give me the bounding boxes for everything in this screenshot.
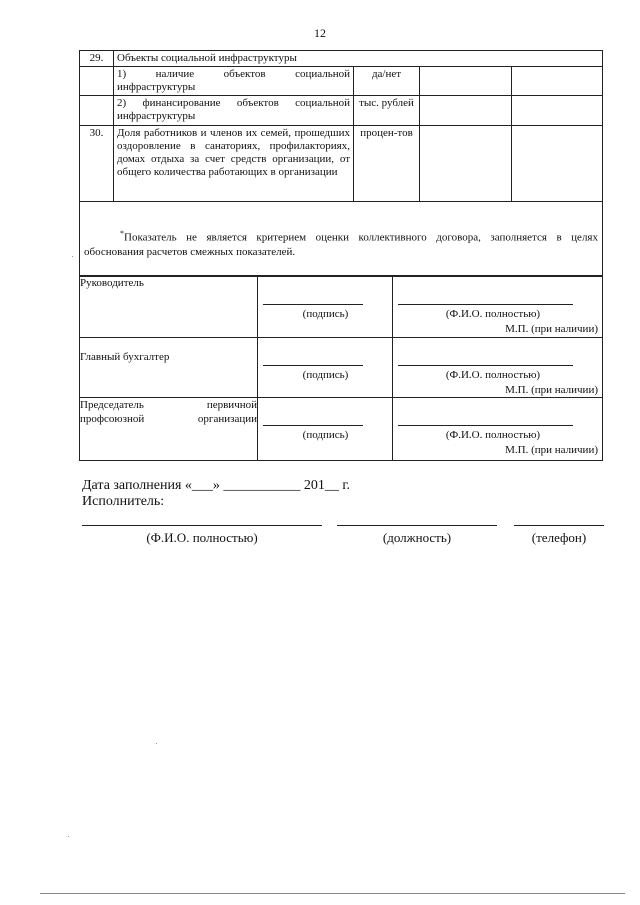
name-line <box>398 304 573 305</box>
row-text: Доля работников и членов их семей, прошедших оздоровление в санаториях, профилакториях, домах отдыха за счет средств организации, от общего количества работающих в организации <box>114 126 354 202</box>
signature-caption: (подпись) <box>302 308 349 320</box>
signature-line <box>263 425 363 426</box>
row-text: 1) наличие объектов социальной инфраструктуры <box>114 67 354 96</box>
signature-caption: (подпись) <box>302 429 349 441</box>
executor-position-line <box>337 525 497 526</box>
stamp-caption: М.П. (при наличии) <box>505 444 598 456</box>
value-cell <box>512 67 603 96</box>
name-cell <box>393 338 603 398</box>
name-cell <box>393 398 603 461</box>
row-number <box>80 67 114 96</box>
name-caption: (Ф.И.О. полностью) <box>445 429 541 441</box>
name-line <box>398 425 573 426</box>
row-unit: да/нет <box>354 67 420 96</box>
value-cell <box>512 126 603 202</box>
scan-artifact <box>68 836 69 837</box>
stamp-caption: М.П. (при наличии) <box>505 323 598 335</box>
executor-phone-caption: (телефон) <box>531 530 587 545</box>
stamp-caption: М.П. (при наличии) <box>505 384 598 396</box>
value-cell <box>420 67 512 96</box>
value-cell <box>512 96 603 126</box>
name-line <box>398 365 573 366</box>
table-row <box>80 126 603 202</box>
executor-name-line <box>82 525 322 526</box>
row-text: 2) финансирование объектов социальной инфраструктуры <box>114 96 354 126</box>
signatory-role: Руководитель <box>80 276 258 338</box>
page-bottom-rule <box>40 893 625 894</box>
scan-artifact <box>72 256 73 257</box>
row-number: 29. <box>80 51 114 67</box>
footnote-cell <box>80 202 603 277</box>
table-row <box>80 51 603 67</box>
name-caption: (Ф.И.О. полностью) <box>445 369 541 381</box>
name-caption: (Ф.И.О. полностью) <box>445 308 541 320</box>
signature-cell <box>258 338 393 398</box>
row-number <box>80 96 114 126</box>
executor-name-caption: (Ф.И.О. полностью) <box>146 530 258 545</box>
signature-line <box>263 365 363 366</box>
signature-cell <box>258 276 393 338</box>
value-cell <box>420 96 512 126</box>
signature-line <box>263 304 363 305</box>
footnote-mark: * <box>120 228 124 238</box>
value-cell <box>420 126 512 202</box>
name-cell <box>393 276 603 338</box>
signature-row <box>80 398 603 461</box>
table-row <box>80 96 603 126</box>
executor-label: Исполнитель: <box>82 494 165 509</box>
row-unit: процен-тов <box>354 126 420 202</box>
footnote-text: Показатель не является критерием оценки коллективного договора, заполняется в целях обоснования расчетов смежных показателей. <box>84 231 598 259</box>
signatory-role: Главный бухгалтер <box>80 338 258 398</box>
executor-position-caption: (должность) <box>382 530 452 545</box>
row-text: Объекты социальной инфраструктуры <box>114 51 603 67</box>
row-unit: тыс. рублей <box>354 96 420 126</box>
table-row <box>80 67 603 96</box>
executor-phone-line <box>514 525 604 526</box>
signature-cell <box>258 398 393 461</box>
footnote-row <box>80 202 603 277</box>
page-number: 12 <box>314 26 326 40</box>
footnote <box>84 218 598 261</box>
signature-row <box>80 276 603 338</box>
signature-caption: (подпись) <box>302 369 349 381</box>
scan-artifact <box>156 743 157 744</box>
row-number: 30. <box>80 126 114 202</box>
fill-date: Дата заполнения «___» ___________ 201__ г. <box>82 478 351 493</box>
signatures-table <box>79 275 603 461</box>
signatory-role: Председатель первичной профсоюзной организации <box>80 398 258 461</box>
signature-row <box>80 338 603 398</box>
indicators-table <box>79 50 603 277</box>
